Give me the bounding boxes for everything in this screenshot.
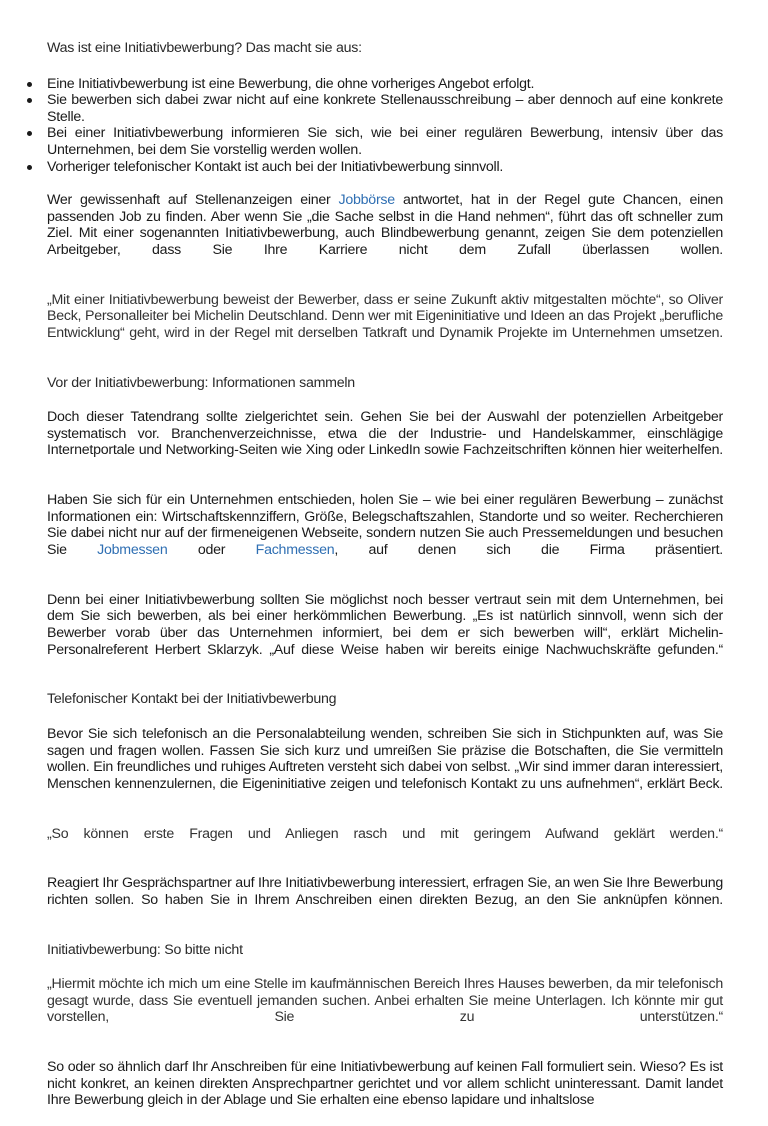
bullet-icon — [27, 98, 32, 103]
paragraph-so-oder-so: So oder so ähnlich darf Ihr Anschreiben für eine Initiativbewerbung auf keinen Fall formuliert sein. Wieso? Es ist nicht konkret, an keinen direkten Ansprechpartner gerichtet und vor allem schlicht uninteressant. Damit landet Ihre Bewerbung gleich in der Ablage und Sie erhalten eine ebenso lapidare und inhaltslose — [47, 1059, 723, 1109]
bullet-icon — [27, 165, 32, 170]
paragraph-personalabteilung: Bevor Sie sich telefonisch an die Personalabteilung wenden, schreiben Sie sich in Stichpunkten auf, was Sie sagen und fragen wollen. Fassen Sie sich kurz und umreißen Sie präzise die Botschaften, die Sie vermitteln wollen. Ein freundliches und ruhiges Auftreten versteht sich dabei von selbst. „Wir sind immer daran interessiert, Menschen kennenzulernen, die Eigeninitiative zeigen und telefonisch Kontakt zu uns aufnehmen“, erklärt Beck. — [47, 725, 723, 792]
document-page — [47, 40, 723, 1126]
section-heading-telefonisch: Telefonischer Kontakt bei der Initiativbewerbung — [47, 691, 337, 708]
bullet-item: Bei einer Initiativbewerbung informieren Sie sich, wie bei einer regulären Bewerbung, intensiv über das Unternehmen, bei dem Sie vorstellig werden wollen. — [47, 125, 723, 158]
bullet-item: Vorheriger telefonischer Kontakt ist auch bei der Initiativbewerbung sinnvoll. — [47, 159, 723, 176]
section-heading-so-bitte-nicht: Initiativbewerbung: So bitte nicht — [47, 941, 243, 958]
fachmessen-link[interactable]: Fachmessen — [255, 542, 335, 559]
quote-fragen-anliegen: „So können erste Fragen und Anliegen rasch und mit geringem Aufwand geklärt werden.“ — [47, 825, 723, 842]
paragraph-gespraechspartner: Reagiert Ihr Gesprächspartner auf Ihre Initiativbewerbung interessiert, erfragen Sie, an wen Sie Ihre Bewerbung richten sollen. So haben Sie in Ihrem Anschreiben einen direkten Bezug, an den Sie anknüpfen können. — [47, 875, 723, 908]
section-heading-informationen: Vor der Initiativbewerbung: Informationen sammeln — [47, 374, 355, 391]
jobmessen-link[interactable]: Jobmessen — [97, 542, 168, 559]
quote-hiermit: „Hiermit möchte ich mich um eine Stelle im kaufmännischen Bereich Ihres Hauses bewerben, da mir telefonisch gesagt wurde, dass Sie eventuell jemanden suchen. Anbei erhalten Sie meine Unterlagen. Ich könnte mir gut vorstellen, Sie zu unterstützen.“ — [47, 976, 723, 1026]
bullet-item: Sie bewerben sich dabei zwar nicht auf eine konkrete Stellenausschreibung – aber dennoch auf eine konkrete Stelle. — [47, 92, 723, 125]
jobboerse-link[interactable]: Jobbörse — [338, 192, 395, 209]
beck-quote-paragraph: „Mit einer Initiativbewerbung beweist der Bewerber, dass er seine Zukunft aktiv mitgestalten möchte“, so Oliver Beck, Personalleiter bei Michelin Deutschland. Denn wer mit Eigeninitiative und Ideen an das Projekt „berufliche Entwicklung“ geht, wird in der Regel mit derselben Tatkraft und Dynamik Projekte im Unternehmen umsetzen. — [47, 291, 723, 341]
intro-paragraph: Wer gewissenhaft auf Stellenanzeigen einer Jobbörse antwortet, hat in der Regel gute Chancen, einen passenden Job zu finden. Aber wenn Sie „die Sache selbst in die Hand nehmen“, führt das oft schneller zum Ziel. Mit einer sogenannten Initiativbewerbung, auch Blindbewerbung genannt, zeigen Sie dem potenziellen Arbeitgeber, dass Sie Ihre Karriere nicht dem Zufall überlassen wollen. — [47, 192, 724, 258]
bullet-icon — [27, 82, 32, 87]
document-title: Was ist eine Initiativbewerbung? Das macht sie aus: — [47, 40, 362, 56]
paragraph-vertraut: Denn bei einer Initiativbewerbung sollten Sie möglichst noch besser vertraut sein mit dem Unternehmen, bei dem Sie sich bewerben, als bei einer herkömmlichen Bewerbung. „Es ist natürlich sinnvoll, wenn sich der Bewerber vorab über das Unternehmen informiert, bei dem er sich bewerben will“, erklärt Michelin-Personalreferent Herbert Sklarzyk. „Auf diese Weise haben wir bereits einige Nachwuchskräfte gefunden.“ — [47, 591, 723, 658]
bullet-icon — [27, 131, 32, 136]
bullet-list — [47, 76, 723, 176]
paragraph-tatendrang: Doch dieser Tatendrang sollte zielgerichtet sein. Gehen Sie bei der Auswahl der potenziellen Arbeitgeber systematisch vor. Branchenverzeichnisse, etwa die der Industrie- und Handelskammer, einschlägige Internetportale und Networking-Seiten wie Xing oder LinkedIn sowie Fachzeitschriften können hier weiterhelfen. — [47, 409, 723, 459]
paragraph-unternehmen-entschieden: Haben Sie sich für ein Unternehmen entschieden, holen Sie – wie bei einer regulären Bewerbung – zunächst Informationen ein: Wirtschaftskennziffern, Größe, Belegschaftszahlen, Standorte und so weiter. Recherchieren Sie dabei nicht nur auf der firmeneigenen Webseite, sondern nutzen Sie auch Pressemeldungen und besuchen Sie Jobmessen oder Fachmessen, auf denen sich die Firma präsentiert. — [47, 492, 723, 559]
bullet-item: Eine Initiativbewerbung ist eine Bewerbung, die ohne vorheriges Angebot erfolgt. — [47, 76, 723, 93]
